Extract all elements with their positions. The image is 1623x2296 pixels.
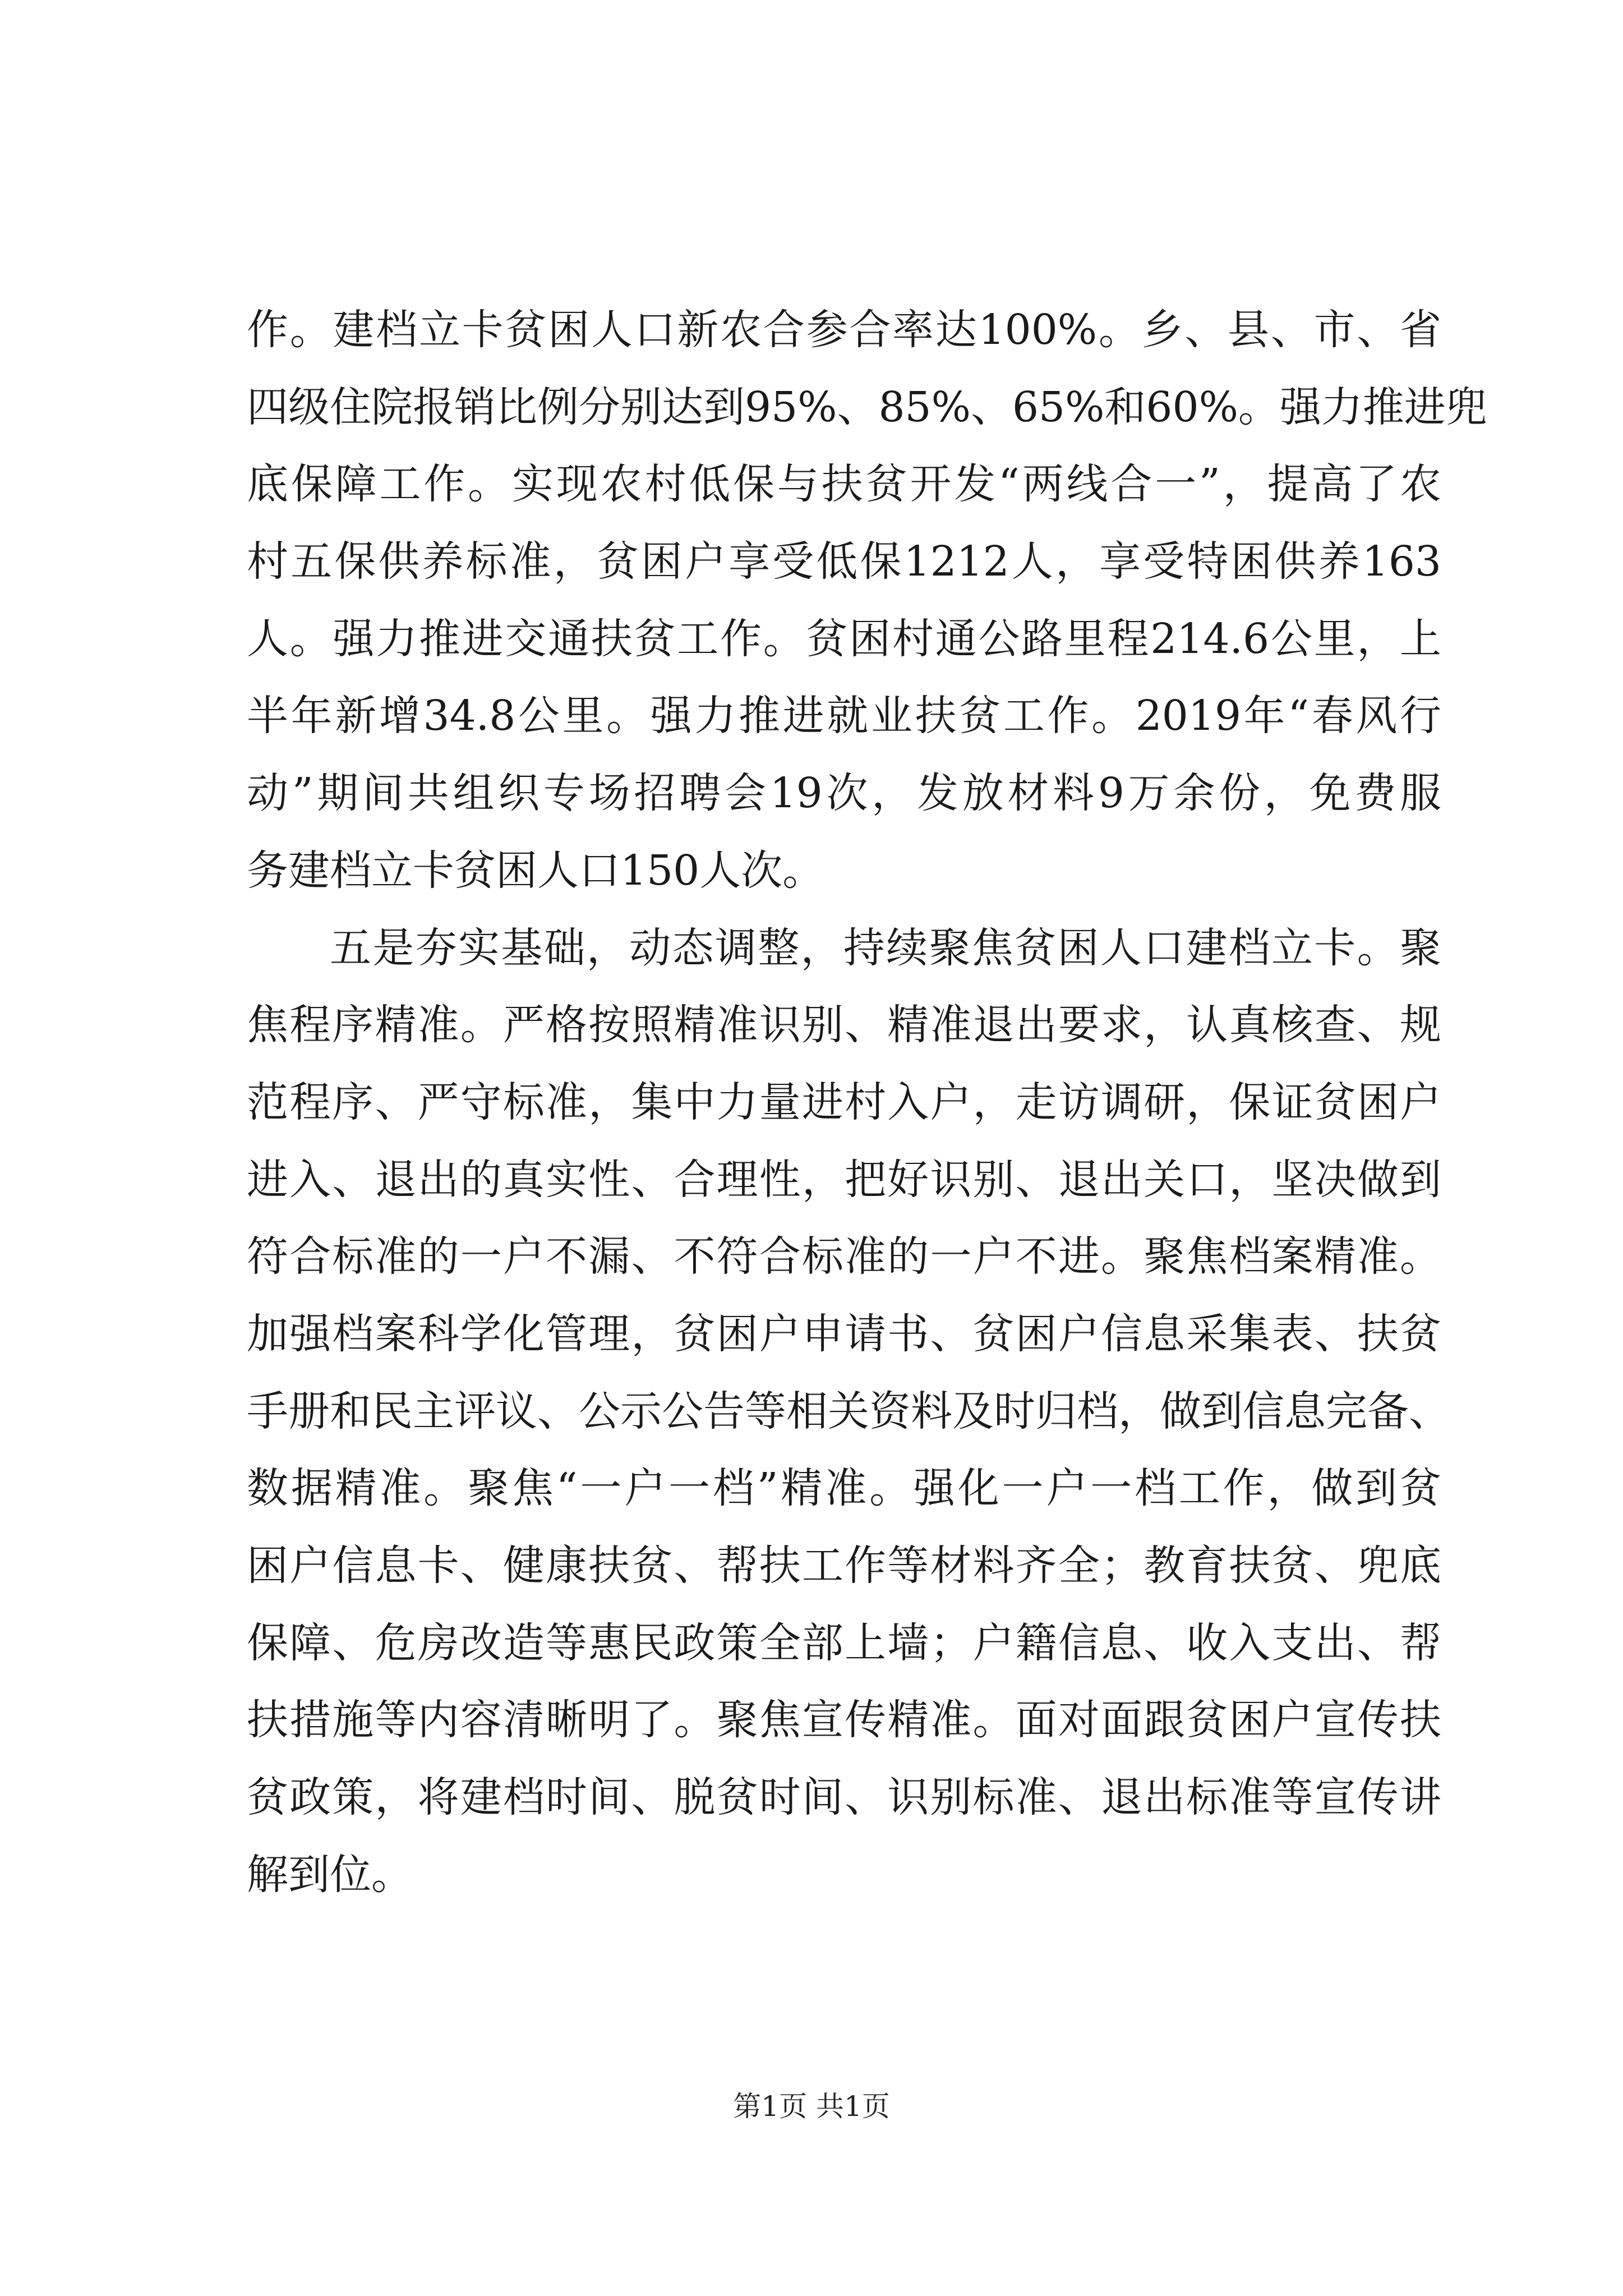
text-line — [247, 601, 1441, 678]
text-line-content: 解到位。 — [247, 1850, 413, 1899]
text-line — [247, 1064, 1441, 1142]
text-line — [247, 1373, 1450, 1451]
text-line — [247, 1527, 1441, 1605]
text-line — [247, 446, 1441, 523]
text-line-content: 半年新增34.8公里。强力推进就业扶贫工作。2019年“春风行 — [247, 692, 1441, 740]
text-line-content: 保障、危房改造等惠民政策全部上墙；户籍信息、收入支出、帮 — [247, 1618, 1441, 1667]
text-line-content: 底保障工作。实现农村低保与扶贫开发“两线合一”，提高了农 — [247, 460, 1441, 509]
text-line-content: 数据精准。聚焦“一户一档”精准。强化一户一档工作，做到贫 — [247, 1464, 1441, 1513]
text-line — [247, 755, 1441, 832]
text-line — [247, 369, 1487, 447]
text-line-content: 困户信息卡、健康扶贫、帮扶工作等材料齐全；教育扶贫、兜底 — [247, 1542, 1441, 1590]
text-line — [247, 1296, 1441, 1373]
text-line-content: 动”期间共组织专场招聘会19次，发放材料9万余份，免费服 — [247, 769, 1441, 818]
text-line-content: 作。建档立卡贫困人口新农合参合率达100%。乡、县、市、省 — [247, 306, 1441, 354]
text-line — [247, 1605, 1441, 1682]
text-line — [247, 832, 1441, 910]
page-number-label: 第1页 共1页 — [733, 2090, 890, 2123]
text-line — [247, 523, 1441, 601]
text-line — [247, 1837, 1441, 1914]
text-line-content: 人。强力推进交通扶贫工作。贫困村通公路里程214.6公里，上 — [247, 614, 1441, 663]
text-line — [247, 1759, 1441, 1837]
text-line — [247, 1142, 1441, 1219]
text-line-content: 贫政策，将建档时间、脱贫时间、识别标准、退出标准等宣传讲 — [247, 1773, 1441, 1822]
page-footer — [0, 2087, 1623, 2126]
document-body — [247, 292, 1487, 1913]
text-line-content: 进入、退出的真实性、合理性，把好识别、退出关口，坚决做到 — [247, 1155, 1441, 1204]
text-line-content: 四级住院报销比例分别达到95%、85%、65%和60%。强力推进兜 — [247, 383, 1487, 431]
text-line-content: 五是夯实基础，动态调整，持续聚焦贫困人口建档立卡。聚 — [330, 923, 1441, 972]
text-line — [247, 910, 1441, 987]
text-line — [247, 678, 1441, 755]
text-line-content: 手册和民主评议、公示公告等相关资料及时归档，做到信息完备、 — [247, 1387, 1450, 1435]
text-line-content: 加强档案科学化管理，贫困户申请书、贫困户信息采集表、扶贫 — [247, 1309, 1441, 1358]
text-line — [247, 292, 1441, 369]
text-line — [247, 987, 1441, 1064]
text-line — [247, 1218, 1441, 1296]
text-line-content: 符合标准的一户不漏、不符合标准的一户不进。聚焦档案精准。 — [247, 1232, 1441, 1281]
text-line-content: 村五保供养标准，贫困户享受低保1212人，享受特困供养163 — [247, 537, 1441, 586]
text-line-content: 范程序、严守标准，集中力量进村入户，走访调研，保证贫困户 — [247, 1078, 1441, 1126]
text-line-content: 务建档立卡贫困人口150人次。 — [247, 846, 824, 895]
text-line — [247, 1682, 1441, 1759]
text-line-content: 焦程序精准。严格按照精准识别、精准退出要求，认真核查、规 — [247, 1001, 1441, 1050]
text-line — [247, 1450, 1441, 1527]
text-line-content: 扶措施等内容清晰明了。聚焦宣传精准。面对面跟贫困户宣传扶 — [247, 1696, 1441, 1745]
